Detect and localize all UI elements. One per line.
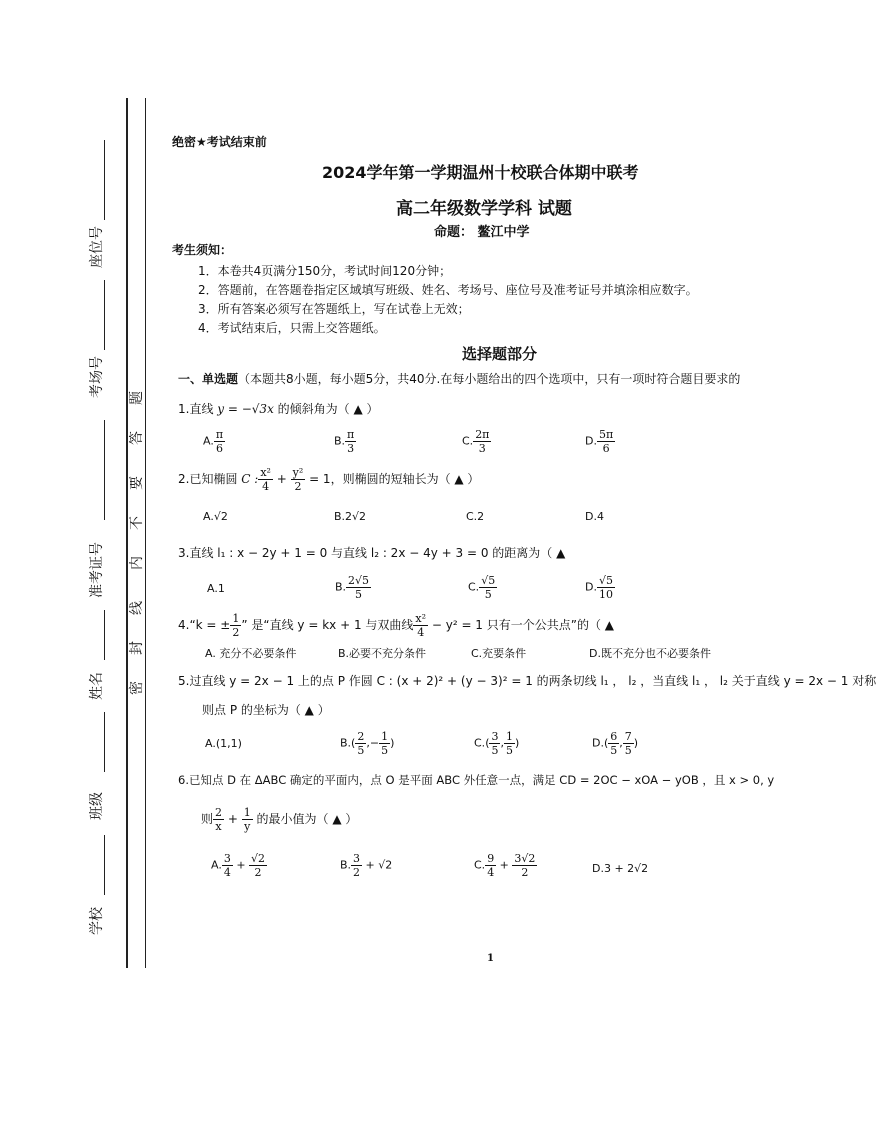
notice-heading: 考生须知： xyxy=(172,243,233,257)
denominator: 2 xyxy=(254,866,262,879)
numerator: 3 xyxy=(491,730,499,743)
numerator: 7 xyxy=(624,730,632,743)
q3-option-c xyxy=(468,574,497,601)
q3-option-d xyxy=(585,574,615,601)
fraction xyxy=(355,730,366,757)
numerator: π xyxy=(347,428,355,441)
denominator: 4 xyxy=(262,480,270,493)
denominator: 4 xyxy=(487,866,495,879)
name-blank xyxy=(104,610,105,660)
exam-subtitle: 高二年级数学学科 试题 xyxy=(396,199,572,219)
option-letter: A. xyxy=(203,434,214,448)
fraction xyxy=(258,466,273,493)
q4-stem-c: − y² = 1 只有一个公共点”的（ ▲ xyxy=(428,618,615,632)
separator: ,− xyxy=(366,736,380,750)
fraction xyxy=(504,730,515,757)
notice-item: 3．所有答案必须写在答题纸上，写在试卷上无效； xyxy=(198,302,470,316)
option-letter: C. xyxy=(468,580,480,594)
fraction xyxy=(291,466,306,493)
question-5-stem: 5.过直线 y = 2x − 1 上的点 P 作圆 C : (x + 2)² + (y − 3)² = 1 的两条切线 l₁ ， l₂ ，当直线 l₁ ， l₂ 关于直线 y = 2x − 1 对称 xyxy=(178,674,876,688)
numerator: 2 xyxy=(215,806,223,819)
q2-option-c: C.2 xyxy=(466,510,485,523)
part-heading xyxy=(178,370,740,387)
school-label: 学校 xyxy=(89,907,105,935)
denominator: 5 xyxy=(505,744,513,757)
denominator: 5 xyxy=(491,744,499,757)
numerator: 6 xyxy=(610,730,618,743)
numerator: 2π xyxy=(475,428,490,441)
numerator: 3√2 xyxy=(514,852,536,865)
q4-stem-a: 4.“k = ± xyxy=(178,618,231,632)
q6-stem-a: 则 xyxy=(201,812,214,826)
q2-option-d: D.4 xyxy=(585,510,604,523)
paren: ( xyxy=(351,736,356,750)
fraction xyxy=(597,428,615,455)
q2-equals: = 1 xyxy=(305,472,331,486)
fraction xyxy=(379,730,390,757)
page-number: 1 xyxy=(487,953,494,964)
q3-option-b xyxy=(335,574,371,601)
q2-stem-a: 2.已知椭圆 xyxy=(178,472,242,486)
q4-option-c: C.充要条件 xyxy=(471,647,527,660)
denominator: 3 xyxy=(478,442,486,455)
denominator: 5 xyxy=(610,744,618,757)
fraction xyxy=(623,730,634,757)
q4-option-b: B.必要不充分条件 xyxy=(338,647,427,660)
option-letter: C. xyxy=(474,858,486,872)
option-letter: D. xyxy=(592,736,604,750)
paren: ) xyxy=(390,736,395,750)
question-4-stem xyxy=(178,612,614,639)
numerator: √2 xyxy=(251,852,266,865)
q4-stem-b: ” 是“直线 y = kx + 1 与双曲线 xyxy=(241,618,414,632)
numerator: 3 xyxy=(353,852,361,865)
paren: ( xyxy=(485,736,490,750)
class-label: 班级 xyxy=(89,792,105,820)
separator: , xyxy=(619,736,623,750)
q1-equation: y = −√3x xyxy=(217,402,274,416)
fraction xyxy=(608,730,619,757)
denominator: 5 xyxy=(357,744,365,757)
q5-option-b xyxy=(340,730,394,757)
denominator: 2 xyxy=(353,866,361,879)
q4-option-d: D.既不充分也不必要条件 xyxy=(589,647,711,660)
name-label: 姓名 xyxy=(89,672,105,700)
numerator: 1 xyxy=(232,612,240,625)
seal-char: 密 xyxy=(129,681,145,695)
q3-option-a: A.1 xyxy=(207,582,225,595)
q1-option-a xyxy=(203,428,225,455)
paren: ) xyxy=(514,736,520,750)
fraction xyxy=(345,428,356,455)
fraction xyxy=(485,852,496,879)
numerator: x² xyxy=(260,466,271,479)
paren: ) xyxy=(633,736,639,750)
question-6-stem: 6.已知点 D 在 ΔABC 确定的平面内，点 O 是平面 ABC 外任意一点，满足 CD = 2OC − xOA − yOB ，且 x > 0, y xyxy=(178,773,775,787)
denominator: 10 xyxy=(598,588,613,601)
seal-char: 不 xyxy=(129,516,145,530)
fraction xyxy=(413,612,428,639)
denominator: 4 xyxy=(417,626,425,639)
exam-room-blank xyxy=(104,280,105,350)
q5-option-d xyxy=(592,730,638,757)
exam-room-label: 考场号 xyxy=(89,356,105,398)
numerator: 2 xyxy=(357,730,365,743)
paren: ( xyxy=(603,736,609,750)
notice-item: 2．答题前，在答题卷指定区域填写班级、姓名、考场号、座位号及准考证号并填涂相应数字。 xyxy=(198,283,698,297)
option-letter: D. xyxy=(585,580,597,594)
fraction xyxy=(230,612,241,639)
q5-option-a: A.(1,1) xyxy=(205,737,242,750)
q1-option-d xyxy=(585,428,615,455)
option-letter: C. xyxy=(462,434,474,448)
question-1-stem xyxy=(178,400,379,417)
denominator: 6 xyxy=(215,442,223,455)
exam-title: 2024学年第一学期温州十校联合体期中联考 xyxy=(322,163,639,182)
denominator: 4 xyxy=(223,866,231,879)
denominator: 3 xyxy=(347,442,355,455)
denominator: 5 xyxy=(484,588,492,601)
part-description: （本题共8小题，每小题5分，共40分.在每小题给出的四个选项中，只有一项时符合题目要求的 xyxy=(238,372,741,386)
seal-char: 封 xyxy=(129,641,145,655)
numerator: 9 xyxy=(487,852,495,865)
notice-item: 1．本卷共4页满分150分，考试时间120分钟； xyxy=(198,264,452,278)
fraction xyxy=(214,428,225,455)
part-label: 一、单选题 xyxy=(178,372,239,386)
q6-option-c: C. $\frac{9}{4}$ + $\frac{3√2}{2}$ xyxy=(474,852,536,879)
numerator: 2√5 xyxy=(348,574,370,587)
fraction xyxy=(222,852,233,879)
fraction xyxy=(489,730,500,757)
option-letter: B. xyxy=(334,434,346,448)
numerator: 1 xyxy=(243,806,251,819)
seal-char: 内 xyxy=(129,556,145,570)
q1-option-c xyxy=(462,428,491,455)
radical: √2 xyxy=(378,858,393,872)
seal-char: 要 xyxy=(129,476,145,490)
q2-option-a: A.√2 xyxy=(203,510,228,523)
numerator: √5 xyxy=(481,574,496,587)
denominator: 5 xyxy=(624,744,632,757)
q6-option-a: A. $\frac{3}{4}$ + $\frac{√2}{2}$ xyxy=(211,852,266,879)
numerator: y² xyxy=(292,466,304,479)
fraction xyxy=(512,852,537,879)
question-5-stem-cont: 则点 P 的坐标为（ ▲ ） xyxy=(202,703,330,717)
denominator: 2 xyxy=(294,480,302,493)
denominator: x xyxy=(215,820,222,833)
seal-char: 题 xyxy=(129,391,145,405)
binding-outer-line xyxy=(126,98,128,968)
denominator: 5 xyxy=(381,744,389,757)
question-3-stem: 3.直线 l₁ : x − 2y + 1 = 0 与直线 l₂ : 2x − 4y + 3 = 0 的距离为（ ▲ xyxy=(178,546,566,560)
fraction xyxy=(346,574,371,601)
fraction xyxy=(597,574,615,601)
question-2-stem: 2.已知椭圆 C : $\frac{\text{x²}}{4}$ + $\frac{\text{y²}}{2}$ = 1，则椭圆的短轴长为（ ▲ ） xyxy=(178,466,480,493)
admission-number-blank xyxy=(104,420,105,520)
q4-option-a: A. 充分不必要条件 xyxy=(205,647,297,660)
seat-number-label: 座位号 xyxy=(89,226,105,268)
denominator: 2 xyxy=(232,626,240,639)
q2-stem-c: ，则椭圆的短轴长为（ ▲ ） xyxy=(330,472,480,486)
plus-sign: + xyxy=(224,812,242,826)
q1-stem-a: 1.直线 xyxy=(178,402,218,416)
school-blank xyxy=(104,835,105,895)
seal-char: 线 xyxy=(129,601,145,615)
q6-option-d: D.3 + 2√2 xyxy=(592,862,649,875)
admission-number-label: 准考证号 xyxy=(89,542,105,598)
fraction xyxy=(213,806,224,833)
fraction xyxy=(249,852,267,879)
option-letter: D. xyxy=(585,434,597,448)
section-title: 选择题部分 xyxy=(462,345,538,363)
denominator: 6 xyxy=(602,442,610,455)
numerator: 1 xyxy=(381,730,389,743)
fraction xyxy=(473,428,491,455)
numerator: x² xyxy=(415,612,427,625)
seat-number-blank xyxy=(104,140,105,220)
q6-stem-b: 的最小值为（ ▲ ） xyxy=(252,812,358,826)
denominator: 2 xyxy=(521,866,529,879)
option-letter: B. xyxy=(340,858,352,872)
notice-item: 4．考试结束后，只需上交答题纸。 xyxy=(198,321,386,335)
confidential-mark: 绝密★考试结束前 xyxy=(172,135,267,149)
option-letter: A. xyxy=(211,858,222,872)
fraction xyxy=(242,806,253,833)
separator: , xyxy=(500,736,504,750)
question-6-stem-cont xyxy=(201,806,357,833)
q1-option-b xyxy=(334,428,356,455)
q2-option-b: B.2√2 xyxy=(334,510,367,523)
q5-option-c xyxy=(474,730,519,757)
q6-option-b: B. $\frac{3}{2}$ + √2 xyxy=(340,852,393,879)
seal-char: 答 xyxy=(129,431,145,445)
option-letter: C. xyxy=(474,736,486,750)
denominator: y xyxy=(244,820,251,833)
numerator: √5 xyxy=(598,574,613,587)
class-blank xyxy=(104,712,105,772)
exam-author: 命题： 鳌江中学 xyxy=(434,225,530,240)
numerator: 3 xyxy=(223,852,231,865)
fraction xyxy=(479,574,497,601)
binding-inner-line xyxy=(145,98,146,968)
option-letter: B. xyxy=(335,580,347,594)
numerator: 1 xyxy=(505,730,513,743)
denominator: 5 xyxy=(355,588,363,601)
option-letter: B. xyxy=(340,736,352,750)
q1-stem-c: 的倾斜角为（ ▲ ） xyxy=(273,402,379,416)
fraction xyxy=(351,852,362,879)
numerator: 5π xyxy=(598,428,614,441)
q2-curve-name: C : xyxy=(241,472,259,486)
numerator: π xyxy=(215,428,224,441)
